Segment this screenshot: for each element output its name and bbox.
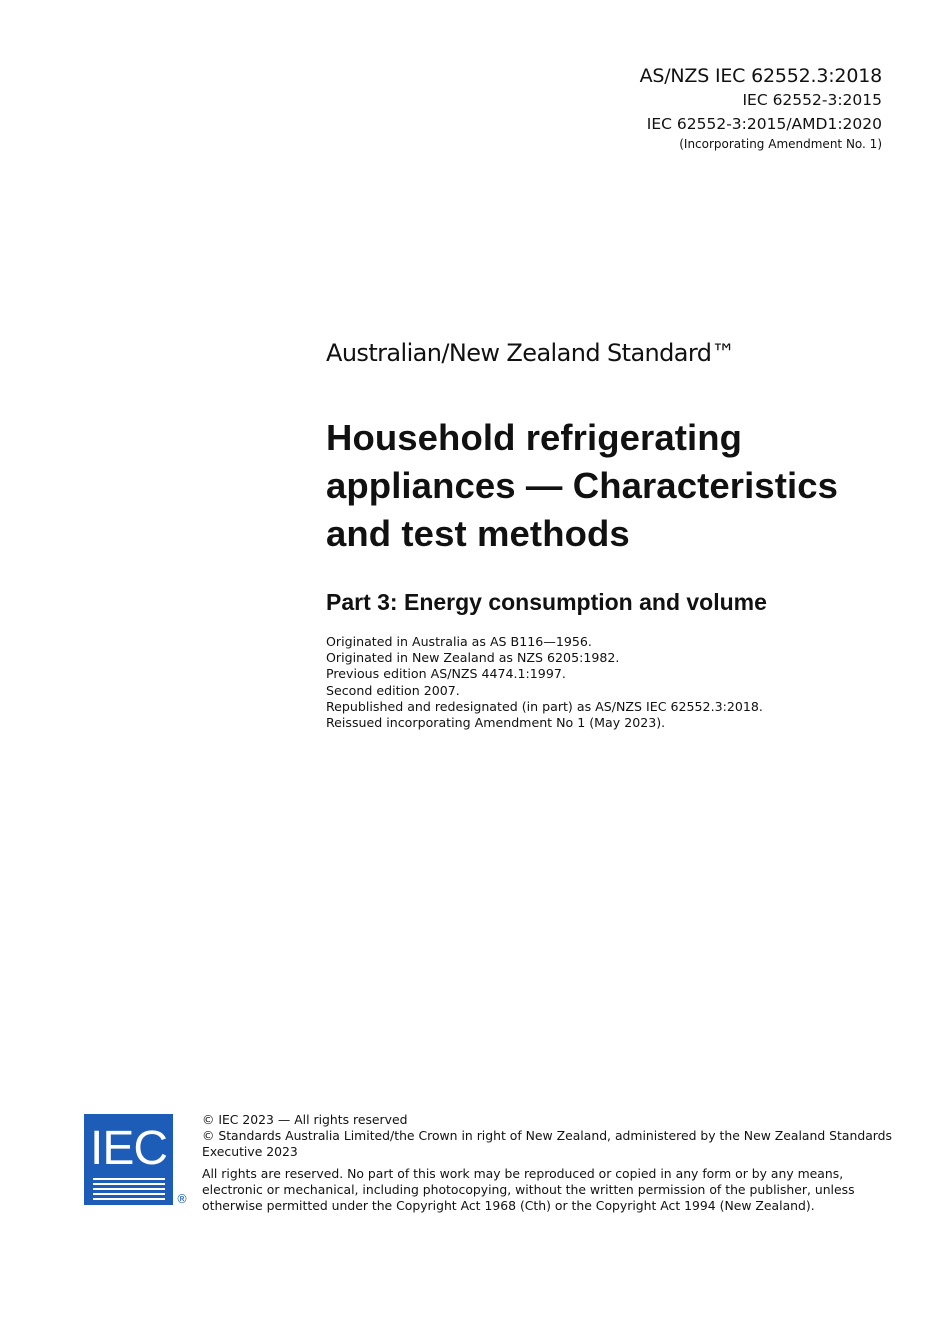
- history-item: Republished and redesignated (in part) as AS/NZS IEC 62552.3:2018.: [326, 698, 763, 714]
- title-block: [326, 336, 886, 731]
- history-item: Originated in New Zealand as NZS 6205:1982.: [326, 650, 620, 666]
- history-item: Previous edition AS/NZS 4474.1:1997.: [326, 666, 566, 682]
- primary-reference: AS/NZS IEC 62552.3:2018: [639, 65, 882, 87]
- publication-history: [326, 634, 886, 731]
- history-item: Second edition 2007.: [326, 682, 460, 698]
- iec-logo: [84, 1114, 173, 1205]
- incorporating-amendment-note: (Incorporating Amendment No. 1): [679, 137, 882, 151]
- part-title: Part 3: Energy consumption and volume: [326, 589, 767, 615]
- copyright-iec: © IEC 2023 — All rights reserved: [202, 1112, 408, 1127]
- iec-amendment-reference: IEC 62552-3:2015/AMD1:2020: [646, 115, 882, 133]
- iec-logo-text: IEC: [90, 1122, 168, 1175]
- history-item: Reissued incorporating Amendment No 1 (May 2023).: [326, 715, 666, 731]
- history-item: Originated in Australia as AS B116—1956.: [326, 634, 592, 649]
- series-label: Australian/New Zealand Standard™: [326, 339, 735, 367]
- iec-logo-stripes: [93, 1178, 165, 1203]
- document-title: Household refrigerating appliances — Characteristics and test methods: [326, 417, 838, 554]
- registered-mark: ®: [176, 1192, 188, 1206]
- standard-references: [640, 64, 882, 152]
- iec-reference: IEC 62552-3:2015: [742, 91, 882, 109]
- copyright-standards-australia: © Standards Australia Limited/the Crown in right of New Zealand, administered by the New Zealand Standards Executive 2023: [202, 1128, 892, 1159]
- copyright-notice: [202, 1112, 892, 1214]
- rights-statement: All rights are reserved. No part of this work may be reproduced or copied in any form or by any means, electronic or mechanical, including photocopying, without the written permission of the publisher, unless otherwise permitted under the Copyright Act 1968 (Cth) or the Copyright Act 1994 (New Zealand).: [202, 1166, 855, 1213]
